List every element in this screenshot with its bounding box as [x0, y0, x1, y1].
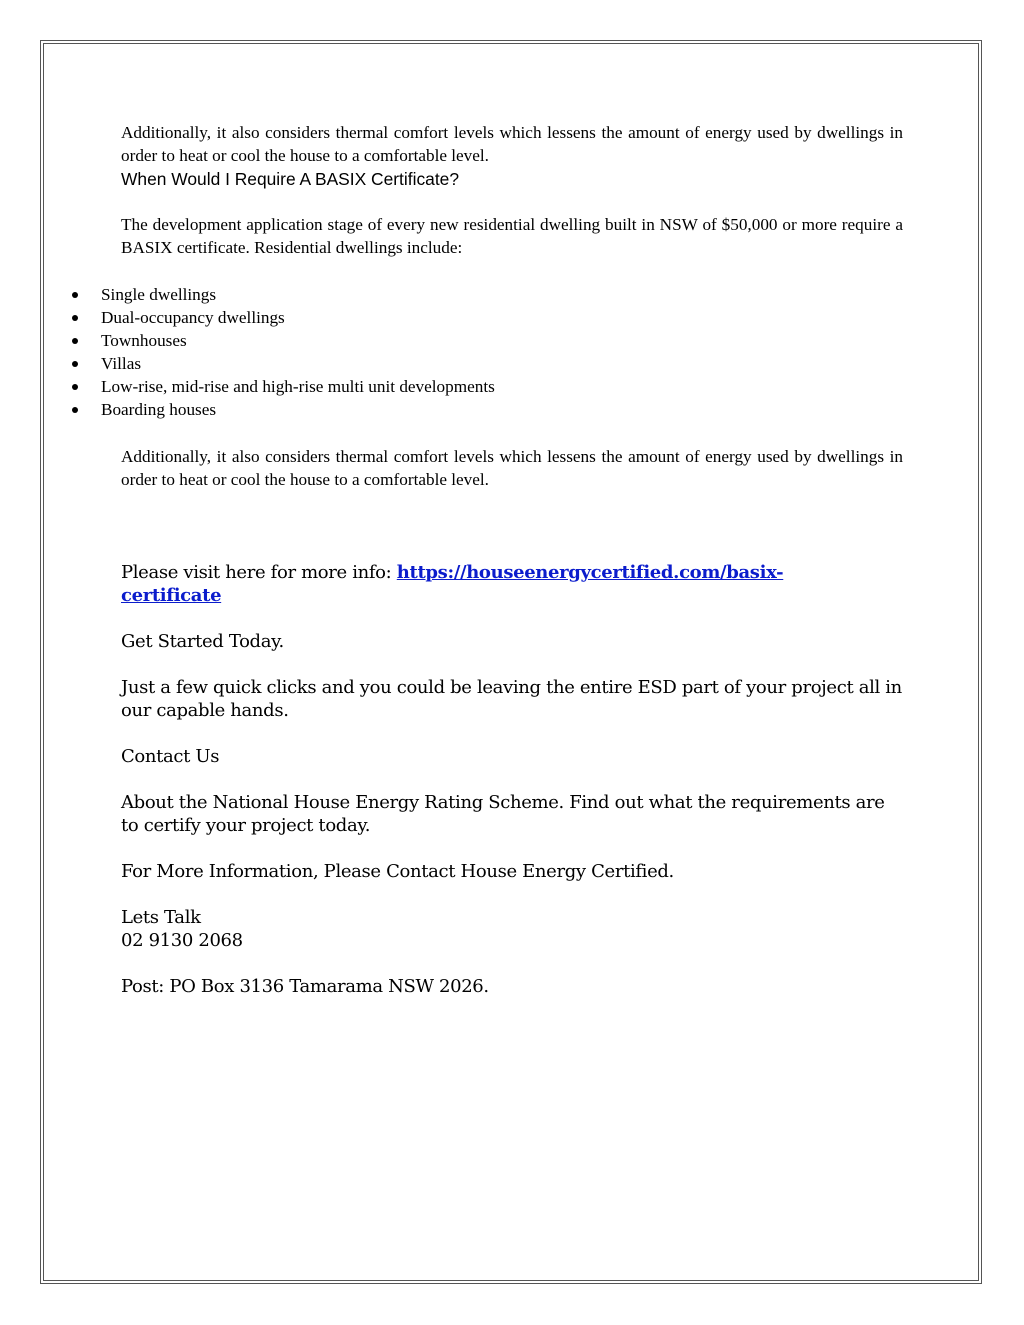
bullet-icon [72, 315, 78, 321]
list-item: Low-rise, mid-rise and high-rise multi unit developments [70, 375, 495, 398]
bullet-icon [72, 407, 78, 413]
get-started-text: Get Started Today. [121, 631, 284, 652]
info-line: Please visit here for more info: https://houseenergycertified.com/basix-certificate [121, 562, 784, 606]
quick-clicks-text: Just a few quick clicks and you could be leaving the entire ESD part of your project all in our capable hands. [121, 677, 902, 721]
more-info-text: For More Information, Please Contact House Energy Certified. [121, 861, 674, 882]
list-item: Boarding houses [70, 398, 495, 421]
postal-address: Post: PO Box 3136 Tamarama NSW 2026. [121, 976, 489, 997]
bullet-icon [72, 338, 78, 344]
list-item: Villas [70, 352, 495, 375]
list-item: Dual-occupancy dwellings [70, 306, 495, 329]
development-paragraph: The development application stage of every new residential dwelling built in NSW of $50,000 or more require a BASIX certificate. Residential dwellings include: [121, 215, 903, 257]
about-scheme-text: About the National House Energy Rating Scheme. Find out what the requirements are to certify your project today. [121, 792, 885, 836]
phone-number: 02 9130 2068 [121, 930, 243, 951]
bullet-icon [72, 292, 78, 298]
thermal-paragraph: Additionally, it also considers thermal comfort levels which lessens the amount of energy used by dwellings in order to heat or cool the house to a comfortable level. [121, 447, 903, 489]
section-heading: When Would I Require A BASIX Certificate? [121, 169, 459, 189]
contact-us-text: Contact Us [121, 746, 220, 767]
lets-talk-text: Lets Talk [121, 907, 201, 928]
intro-paragraph: Additionally, it also considers thermal comfort levels which lessens the amount of energy used by dwellings in order to heat or cool the house to a comfortable level. [121, 123, 903, 165]
bullet-icon [72, 384, 78, 390]
list-item: Single dwellings [70, 283, 495, 306]
dwelling-types-list [70, 283, 495, 421]
bullet-icon [72, 361, 78, 367]
list-item: Townhouses [70, 329, 495, 352]
basix-certificate-link[interactable]: https://houseenergycertified.com/basix-certificate [121, 562, 784, 606]
